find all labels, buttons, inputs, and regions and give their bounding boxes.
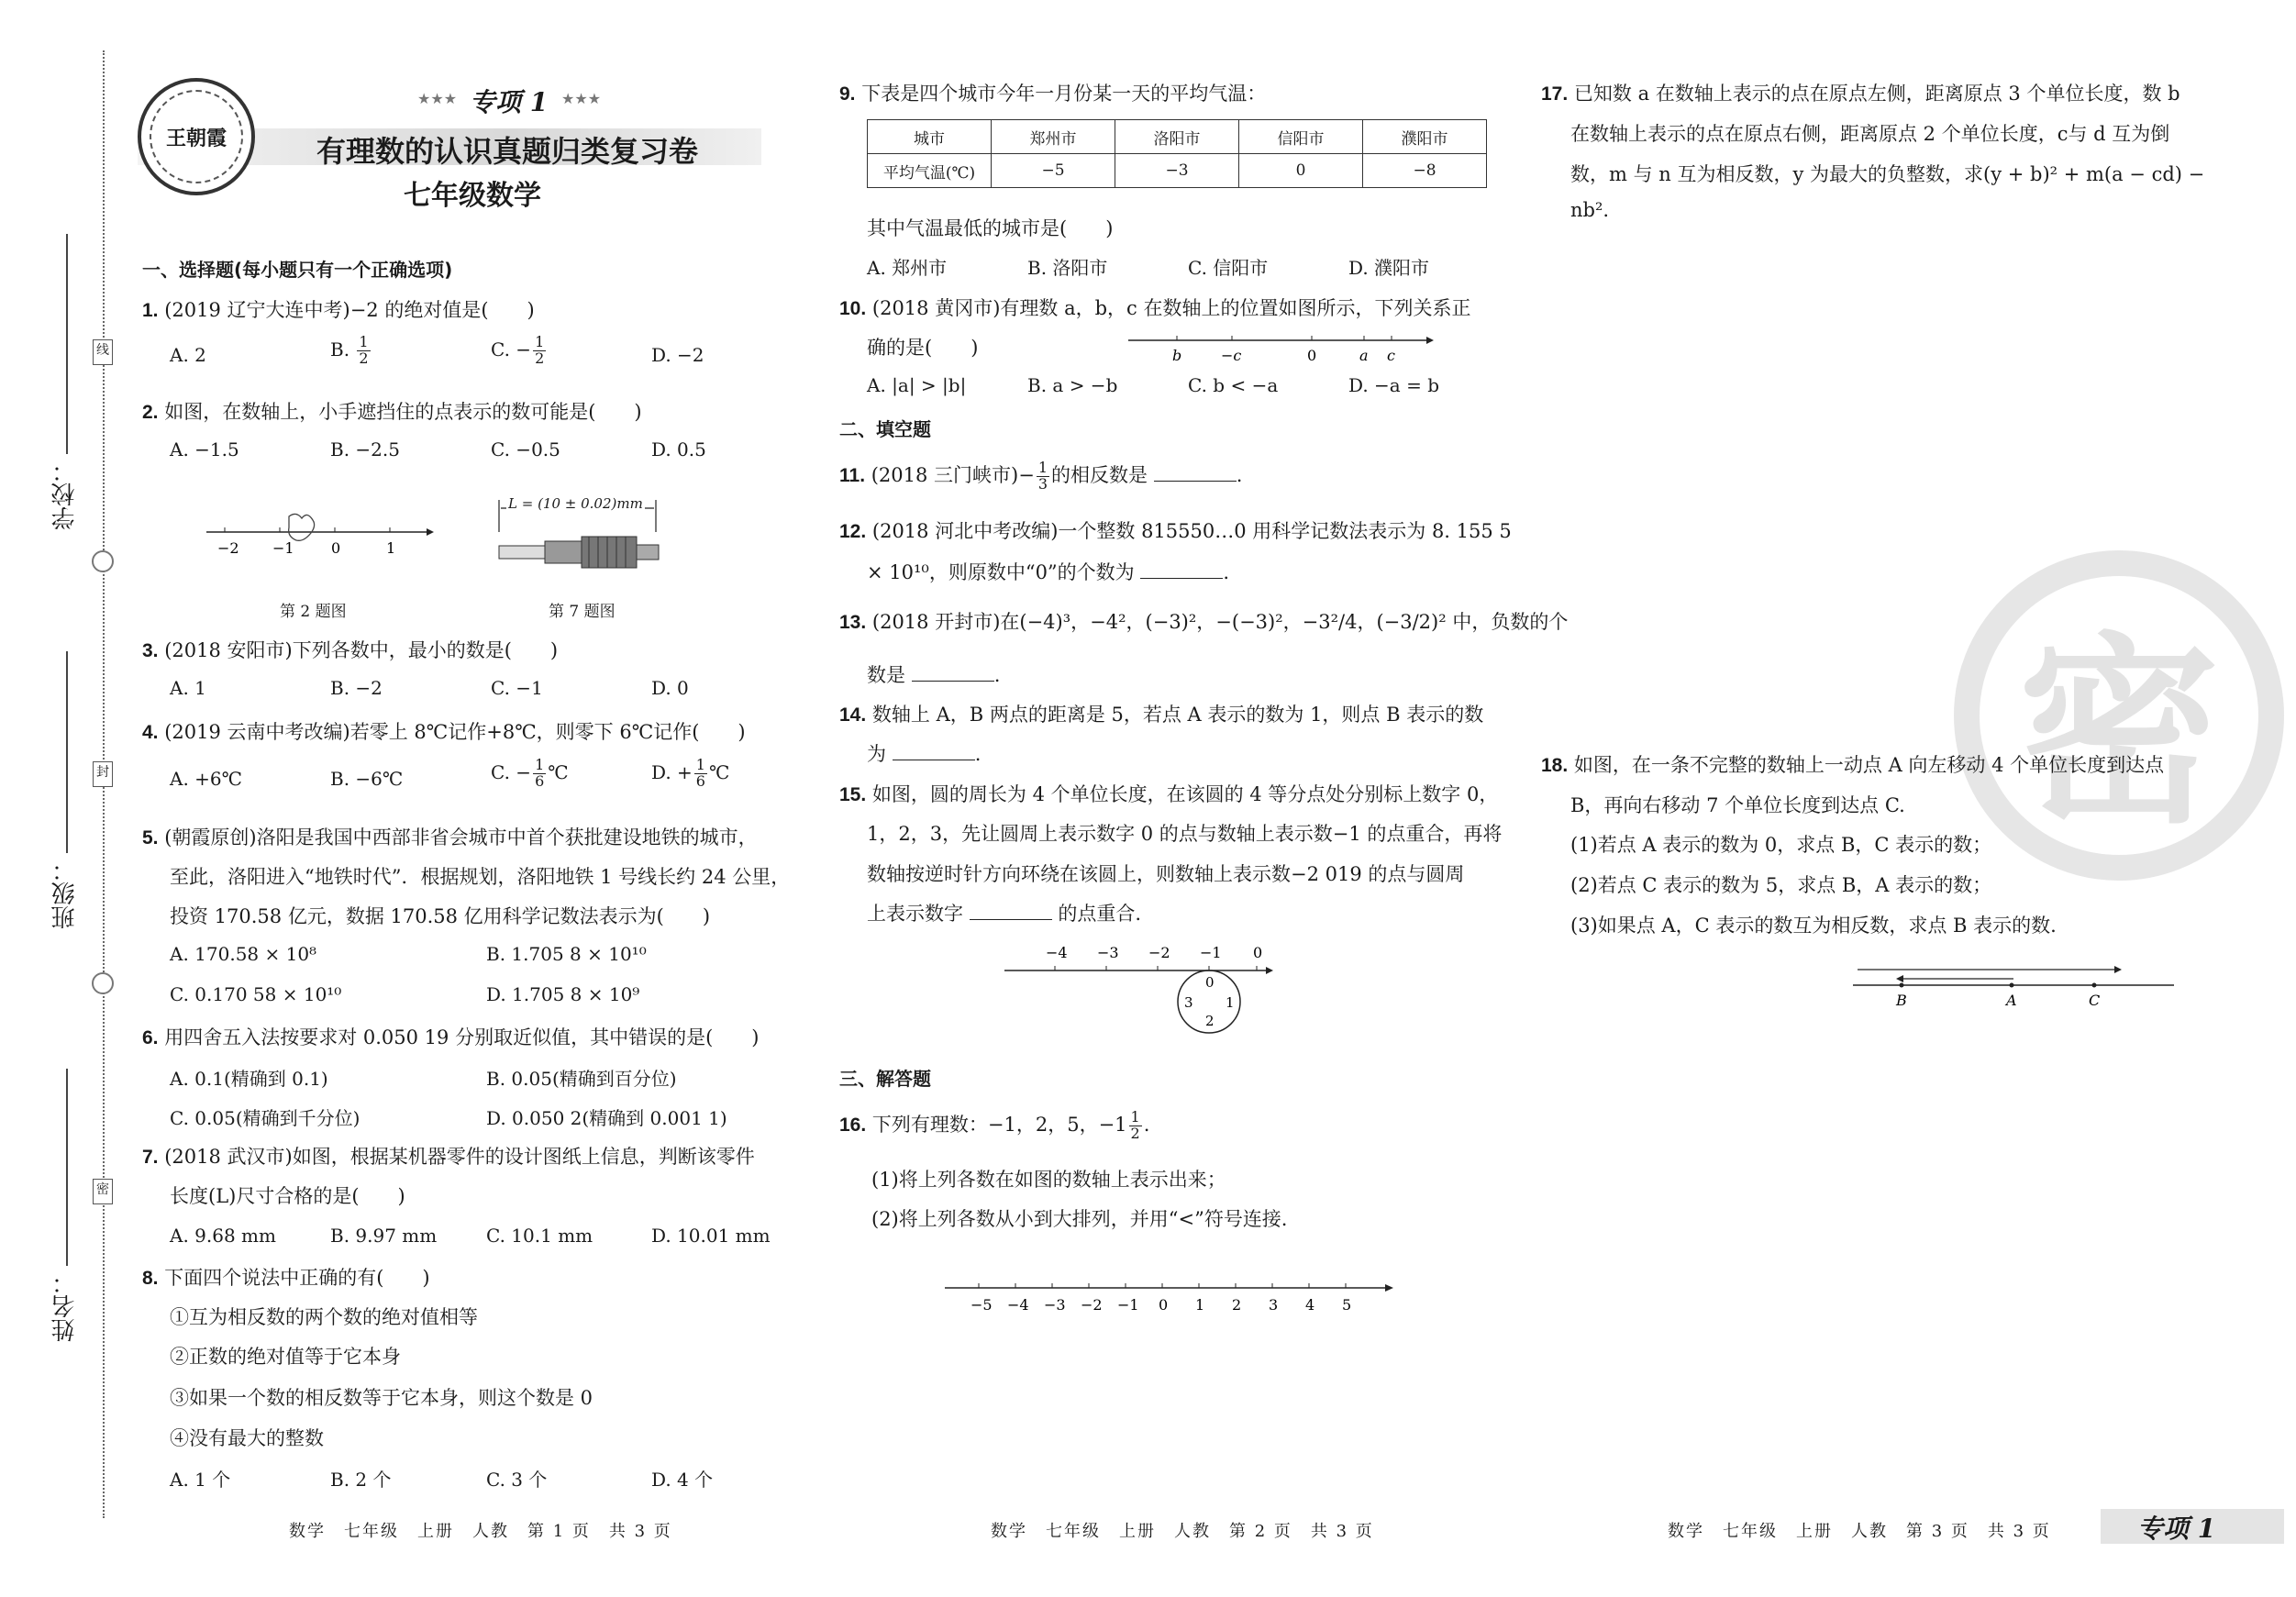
q5-option-a[interactable]: A. 170.58 × 10⁸: [170, 943, 317, 965]
q5-stem-line3: 投资 170.58 亿元，数据 170.58 亿用科学记数法表示为( ): [170, 905, 711, 927]
q4-option-c[interactable]: C. − $\frac{1}{6}$ ℃: [491, 756, 569, 790]
footer-page-1: 数学 七年级 上册 人教 第 1 页 共 3 页: [289, 1522, 672, 1541]
q15-figure: [1000, 937, 1275, 1038]
q16-tick-label: −3: [1044, 1296, 1066, 1314]
q7-stem-line1: 7. (2018 武汉市)如图，根据某机器零件的设计图纸上信息，判断该零件: [142, 1146, 755, 1168]
table-cell: 城市: [868, 120, 992, 154]
q5-option-c[interactable]: C. 0.170 58 × 10¹⁰: [170, 983, 342, 1005]
q13-answer-blank[interactable]: [912, 664, 994, 682]
q2-option-b[interactable]: B. −2.5: [330, 438, 400, 460]
q7-option-d[interactable]: D. 10.01 mm: [651, 1225, 771, 1247]
q1-option-b[interactable]: B. $\frac{1}{2}$: [330, 333, 369, 367]
q11-answer-blank[interactable]: [1154, 464, 1237, 482]
seal-box-2: 封: [93, 761, 113, 787]
q10-point-label: b: [1172, 347, 1182, 364]
seal-watermark: [1954, 550, 2284, 881]
table-row: [868, 120, 1487, 154]
q15-circle-label: 0: [1205, 974, 1215, 991]
section-fill-in: 二、填空题: [839, 418, 931, 440]
q7-option-c[interactable]: C. 10.1 mm: [486, 1225, 593, 1247]
q12-answer-blank[interactable]: [1140, 561, 1223, 579]
q9-option-a[interactable]: A. 郑州市: [867, 257, 948, 279]
q15-stem-line3: 数轴按逆时针方向环绕在该圆上，则数轴上表示数−2 019 的点与圆周: [867, 863, 1465, 885]
q16-tick-label: −2: [1081, 1296, 1103, 1314]
special-stars-left: ★★★: [417, 90, 458, 107]
q6-stem: 6. 用四舍五入法按要求对 0.050 19 分别取近似值，其中错误的是( ): [142, 1026, 760, 1048]
q5-option-b[interactable]: B. 1.705 8 × 10¹⁰: [486, 943, 647, 965]
q15-tick-label: −1: [1200, 944, 1222, 961]
q16-tick-label: 5: [1342, 1296, 1352, 1314]
table-cell: −5: [992, 154, 1115, 188]
q8-option-b[interactable]: B. 2 个: [330, 1469, 392, 1491]
q15-stem-line2: 1，2，3，先让圆周上表示数字 0 的点与数轴上表示数−1 的点重合，再将: [867, 823, 1503, 845]
q10-option-d[interactable]: D. −a = b: [1348, 374, 1439, 396]
q17-stem-line1: 17. 已知数 a 在数轴上表示的点在原点左侧，距离原点 3 个单位长度，数 b: [1541, 83, 2180, 105]
q10-option-b[interactable]: B. a > −b: [1027, 374, 1118, 396]
q17-stem-line2: 在数轴上表示的点在原点右侧，距离原点 2 个单位长度，c与 d 互为倒: [1570, 123, 2170, 145]
q3-option-d[interactable]: D. 0: [651, 677, 689, 699]
q8-stem: 8. 下面四个说法中正确的有( ): [142, 1267, 430, 1289]
q10-option-c[interactable]: C. b < −a: [1188, 374, 1279, 396]
section-choice: 一、选择题(每小题只有一个正确选项): [142, 259, 453, 281]
q13-stem-line1: 13. (2018 开封市)在(−4)³，−4²，(−3)²，−(−3)²，−3²/4，(−3/2)² 中，负数的个: [839, 611, 1569, 633]
q15-circle-label: 1: [1226, 994, 1235, 1011]
q10-number-line: [1124, 326, 1440, 367]
page-title: 有理数的认识真题归类复习卷: [316, 134, 699, 169]
q2-tick-label: 0: [331, 539, 341, 557]
q10-point-label: −c: [1221, 347, 1242, 364]
q8-statement-2: ②正数的绝对值等于它本身: [170, 1346, 401, 1368]
q7-option-b[interactable]: B. 9.97 mm: [330, 1225, 438, 1247]
q5-stem-line2: 至此，洛阳进入“地铁时代”．根据规划，洛阳地铁 1 号线长约 24 公里，: [170, 866, 791, 888]
q3-option-b[interactable]: B. −2: [330, 677, 383, 699]
q4-option-d[interactable]: D. + $\frac{1}{6}$ ℃: [651, 756, 730, 790]
q6-option-d[interactable]: D. 0.050 2(精确到 0.001 1): [486, 1107, 727, 1129]
name-label: 姓名：: [51, 1270, 79, 1342]
q14-stem-line2: 为 .: [867, 743, 982, 765]
table-cell: 信阳市: [1239, 120, 1363, 154]
table-cell: 郑州市: [992, 120, 1115, 154]
q2-figure-caption: 第 2 题图: [280, 603, 347, 621]
q9-option-d[interactable]: D. 濮阳市: [1348, 257, 1430, 279]
q6-option-c[interactable]: C. 0.05(精确到千分位): [170, 1107, 360, 1129]
q7-option-a[interactable]: A. 9.68 mm: [170, 1225, 276, 1247]
binding-hole-1: [92, 550, 114, 572]
q13-stem-line2: 数是 .: [867, 664, 1001, 686]
q2-option-d[interactable]: D. 0.5: [651, 438, 706, 460]
q16-stem: 16. 下列有理数：−1，2，5，−1 $\frac{1}{2}$ .: [839, 1108, 1150, 1142]
section-solve: 三、解答题: [839, 1068, 931, 1090]
q2-option-c[interactable]: C. −0.5: [491, 438, 560, 460]
q16-tick-label: −1: [1117, 1296, 1139, 1314]
seal-watermark-char: 密: [2017, 616, 2220, 850]
q15-tick-label: −4: [1046, 944, 1068, 961]
q5-stem-line1: 5. (朝霞原创)洛阳是我国中西部非省会城市中首个获批建设地铁的城市，: [142, 826, 758, 848]
q9-stem: 9. 下表是四个城市今年一月份某一天的平均气温：: [839, 83, 1267, 105]
q9-question: 其中气温最低的城市是( ): [867, 217, 1114, 239]
q2-number-line: [197, 509, 436, 564]
q6-option-a[interactable]: A. 0.1(精确到 0.1): [170, 1068, 328, 1090]
q10-stem-line2: 确的是( ): [867, 337, 979, 359]
table-cell: 洛阳市: [1115, 120, 1239, 154]
table-cell: −8: [1363, 154, 1487, 188]
name-underline: [66, 1069, 68, 1266]
table-cell: 平均气温(℃): [868, 154, 992, 188]
q16-tick-label: −4: [1007, 1296, 1029, 1314]
q15-tick-label: −3: [1097, 944, 1119, 961]
footer-page-2: 数学 七年级 上册 人教 第 2 页 共 3 页: [991, 1522, 1374, 1541]
q1-option-a[interactable]: A. 2: [170, 344, 206, 366]
table-cell: 濮阳市: [1363, 120, 1487, 154]
q16-tick-label: −5: [971, 1296, 993, 1314]
q17-stem-line3: 数，m 与 n 互为相反数，y 为最大的负整数，求(y + b)² + m(a − cd) −: [1570, 163, 2205, 185]
q5-option-d[interactable]: D. 1.705 8 × 10⁹: [486, 983, 640, 1005]
q2-tick-label: −1: [272, 539, 294, 557]
q18-part-1: (1)若点 A 表示的数为 0，求点 B，C 表示的数；: [1570, 834, 1992, 856]
footer-special-tag: 专项 1: [2137, 1514, 2216, 1544]
q8-option-a[interactable]: A. 1 个: [170, 1469, 231, 1491]
q9-option-c[interactable]: C. 信阳市: [1188, 257, 1269, 279]
q4-stem: 4. (2019 云南中考改编)若零上 8℃记作+8℃，则零下 6℃记作( ): [142, 721, 746, 743]
school-label: 学校：: [51, 459, 79, 530]
q18-stem-line1: 18. 如图，在一条不完整的数轴上一动点 A 向左移动 4 个单位长度到达点: [1541, 754, 2165, 776]
q14-stem-line1: 14. 数轴上 A，B 两点的距离是 5，若点 A 表示的数为 1，则点 B 表示的数: [839, 704, 1484, 726]
class-underline: [66, 651, 68, 853]
q16-tick-label: 3: [1269, 1296, 1279, 1314]
q3-option-c[interactable]: C. −1: [491, 677, 543, 699]
q14-answer-blank[interactable]: [893, 743, 975, 760]
q8-statement-1: ①互为相反数的两个数的绝对值相等: [170, 1306, 478, 1328]
special-heading: 专项 1: [470, 87, 549, 117]
q10-stem-line1: 10. (2018 黄冈市)有理数 a，b，c 在数轴上的位置如图所示，下列关系正: [839, 297, 1471, 319]
q18-part-2: (2)若点 C 表示的数为 5，求点 B，A 表示的数；: [1570, 874, 1992, 896]
q16-part-1: (1)将上列各数在如图的数轴上表示出来；: [871, 1169, 1226, 1191]
table-cell: −3: [1115, 154, 1239, 188]
q11-stem: 11. (2018 三门峡市)− $\frac{1}{3}$ 的相反数是 .: [839, 459, 1243, 493]
q17-stem-line4: nb².: [1570, 199, 1610, 221]
seal-box-1: 线: [93, 339, 113, 365]
q12-stem-line2: × 10¹⁰，则原数中“0”的个数为 .: [867, 561, 1230, 583]
q16-tick-label: 1: [1195, 1296, 1205, 1314]
q2-stem: 2. 如图，在数轴上，小手遮挡住的点表示的数可能是( ): [142, 401, 642, 423]
q7-figure-caption: 第 7 题图: [549, 603, 616, 621]
q16-tick-label: 2: [1232, 1296, 1242, 1314]
q16-part-2: (2)将上列各数从小到大排列，并用“<”符号连接.: [871, 1208, 1288, 1230]
q8-option-d[interactable]: D. 4 个: [651, 1469, 714, 1491]
q3-stem: 3. (2018 安阳市)下列各数中，最小的数是( ): [142, 639, 559, 661]
q15-tick-label: −2: [1148, 944, 1170, 961]
q16-tick-label: 0: [1159, 1296, 1169, 1314]
q15-stem-line4: 上表示数字 的点重合.: [867, 903, 1142, 925]
school-underline: [66, 234, 68, 454]
q12-stem-line1: 12. (2018 河北中考改编)一个整数 815550…0 用科学记数法表示为 8. 155 5: [839, 520, 1512, 542]
brand-badge: [138, 78, 255, 195]
q9-option-b[interactable]: B. 洛阳市: [1027, 257, 1108, 279]
brand-badge-inner: 王朝霞: [150, 90, 243, 183]
q10-option-a[interactable]: A. |a| > |b|: [867, 374, 967, 396]
q15-stem-line1: 15. 如图，圆的周长为 4 个单位长度，在该圆的 4 等分点处分别标上数字 0，: [839, 783, 1499, 805]
q10-point-label: 0: [1307, 347, 1317, 364]
q8-statement-3: ③如果一个数的相反数等于它本身，则这个数是 0: [170, 1387, 593, 1409]
q1-option-c[interactable]: C. − $\frac{1}{2}$: [491, 333, 545, 367]
q10-point-label: c: [1387, 347, 1395, 364]
q18-point-label: C: [2089, 992, 2101, 1009]
q18-figure: [1848, 954, 2179, 1009]
page-subtitle: 七年级数学: [404, 180, 541, 212]
binding-hole-2: [92, 972, 114, 994]
class-label: 班级：: [51, 858, 79, 929]
q18-point-label: B: [1896, 992, 1907, 1009]
q2-tick-label: 1: [386, 539, 396, 557]
q15-tick-label: 0: [1253, 944, 1263, 961]
q10-point-label: a: [1359, 347, 1369, 364]
q18-part-3: (3)如果点 A，C 表示的数互为相反数，求点 B 表示的数.: [1570, 915, 2057, 937]
q6-option-b[interactable]: B. 0.05(精确到百分位): [486, 1068, 677, 1090]
q15-circle-label: 2: [1205, 1013, 1215, 1029]
q18-stem-line2: B，再向右移动 7 个单位长度到达点 C.: [1570, 794, 1905, 816]
q9-temperature-table: [867, 119, 1487, 188]
q8-statement-4: ④没有最大的整数: [170, 1427, 324, 1449]
q1-stem: 1. (2019 辽宁大连中考)−2 的绝对值是( ): [142, 299, 535, 321]
footer-page-3: 数学 七年级 上册 人教 第 3 页 共 3 页: [1668, 1522, 2051, 1541]
q16-tick-label: 4: [1305, 1296, 1315, 1314]
q7-stem-line2: 长度(L)尺寸合格的是( ): [170, 1185, 405, 1207]
table-row: [868, 154, 1487, 188]
q15-answer-blank[interactable]: [970, 903, 1052, 920]
special-stars-right: ★★★: [561, 90, 602, 107]
q2-option-a[interactable]: A. −1.5: [170, 438, 239, 460]
hand-icon: [289, 514, 315, 540]
q8-option-c[interactable]: C. 3 个: [486, 1469, 548, 1491]
q16-number-line[interactable]: [940, 1275, 1399, 1321]
q7-dimension-label: L = (10 ± 0.02)mm: [508, 495, 643, 512]
q4-option-a[interactable]: A. +6℃: [170, 768, 243, 790]
q15-circle-label: 3: [1184, 994, 1193, 1011]
q2-tick-label: −2: [217, 539, 239, 557]
table-cell: 0: [1239, 154, 1363, 188]
q1-option-d[interactable]: D. −2: [651, 344, 704, 366]
q4-option-b[interactable]: B. −6℃: [330, 768, 404, 790]
seal-box-3: 密: [93, 1179, 113, 1204]
q3-option-a[interactable]: A. 1: [170, 677, 206, 699]
q18-point-label: A: [2006, 992, 2017, 1009]
